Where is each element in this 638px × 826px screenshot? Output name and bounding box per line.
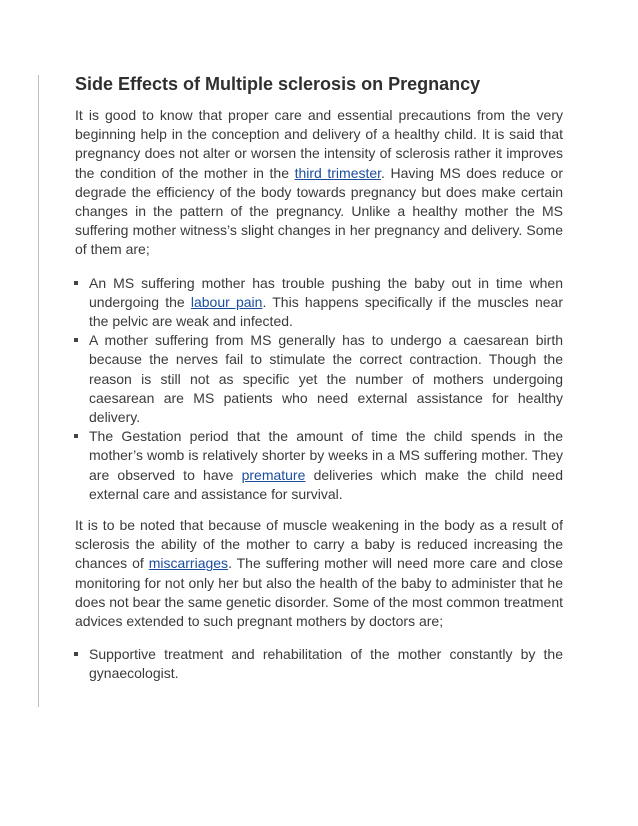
list-item-text-end: . This happens specifically if the muscles near the pelvic are weak and infected. — [89, 293, 563, 330]
effects-list — [75, 274, 563, 504]
square-bullet-icon — [74, 281, 78, 285]
square-bullet-icon — [74, 434, 78, 438]
square-bullet-icon — [74, 652, 78, 656]
labour-pain-link[interactable]: labour pain — [190, 293, 263, 310]
third-trimester-link[interactable]: third trimester — [294, 164, 382, 181]
list-item-text-start: The Gestation period that the amount of time the child spends in the mother’s womb is relatively shorter by weeks in a MS suffering mother. They are observed to have — [89, 428, 563, 483]
left-margin-rule — [38, 75, 39, 707]
intro-text-start: It is good to know that proper care and essential precautions from the very beginning help in the conception and delivery of a healthy child. It is said that pregnancy does not alter or worsen the intensity of sclerosis rather it improves the condition of the mother in the — [75, 107, 563, 181]
miscarriages-link[interactable]: miscarriages — [148, 555, 229, 572]
list-item — [75, 331, 563, 427]
list-item-text: Supportive treatment and rehabilitation of the mother constantly by the gynaecologist. — [89, 646, 563, 682]
second-text-end: . The suffering mother will need more care and close monitoring for not only her but also the health of the baby to administer that he does not bear the same genetic disorder. Some of the most common treatment advices extended to such pregnant mothers by doctors are; — [75, 555, 563, 630]
intro-text-end: . Having MS does reduce or degrade the efficiency of the body towards pregnancy but does make certain changes in the pattern of the pregnancy. Unlike a healthy mother the MS suffering mother witness’s slight changes in her pregnancy and delivery. Some of them are; — [75, 164, 563, 258]
list-item — [75, 427, 563, 504]
treatments-list — [75, 645, 563, 683]
list-item — [75, 645, 563, 683]
second-paragraph — [75, 516, 563, 631]
intro-paragraph — [75, 106, 563, 260]
list-item-text: A mother suffering from MS generally has to undergo a caesarean birth because the nerves fail to stimulate the correct contraction. Though the reason is still not as specific yet the number of mothers undergoing caesarean are MS patients who need external assistance for healthy delivery. — [89, 332, 563, 426]
premature-link[interactable]: premature — [241, 466, 306, 483]
square-bullet-icon — [74, 338, 78, 342]
second-text-start: It is to be noted that because of muscle weakening in the body as a result of sclerosis the ability of the mother to carry a baby is reduced increasing the chances of — [75, 517, 563, 572]
list-item-text-end: deliveries which make the child need external care and assistance for survival. — [89, 466, 564, 502]
article — [75, 73, 563, 684]
list-item — [75, 274, 563, 332]
article-title: Side Effects of Multiple sclerosis on Pregnancy — [75, 74, 481, 94]
list-item-text-start: An MS suffering mother has trouble pushing the baby out in time when undergoing the — [89, 274, 563, 310]
